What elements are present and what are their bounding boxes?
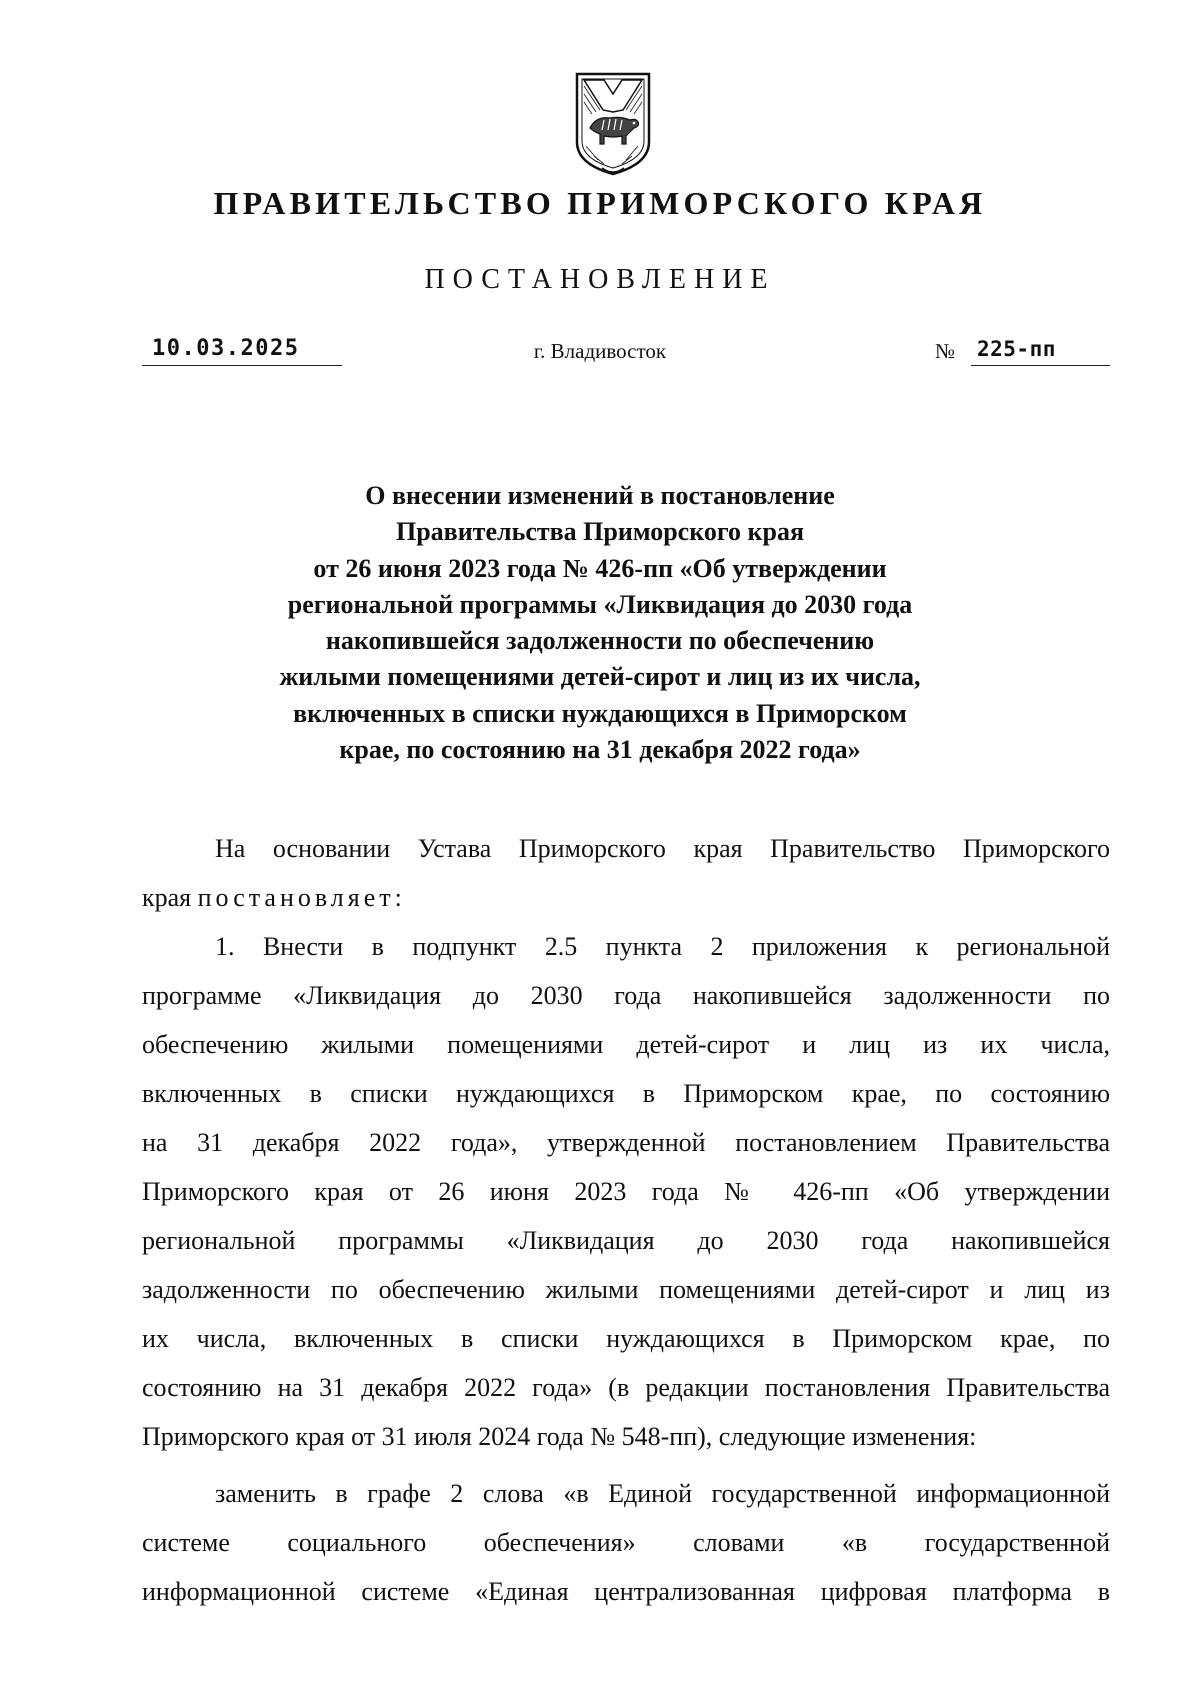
document-date: 10.03.2025 bbox=[152, 336, 300, 361]
document-heading bbox=[200, 478, 1000, 768]
body-line bbox=[142, 873, 1110, 922]
body-line: Приморского края от 26 июня 2023 года № 426-пп «Об утверждении bbox=[142, 1177, 1110, 1206]
document-type: ПОСТАНОВЛЕНИЕ bbox=[424, 264, 776, 295]
document-city: г. Владивосток bbox=[533, 339, 667, 363]
body-line: На основании Устава Приморского края Правительство Приморского bbox=[215, 834, 1110, 863]
body-line: обеспечению жилыми помещениями детей-сирот и лиц из их числа, bbox=[142, 1030, 1110, 1059]
heading-line: жилыми помещениями детей-сирот и лиц из их числа, bbox=[279, 662, 921, 692]
number-sign: № bbox=[935, 339, 956, 363]
heading-line: региональной программы «Ликвидация до 2030 года bbox=[287, 589, 913, 619]
body-line: системе социального обеспечения» словами «в государственной bbox=[142, 1528, 1110, 1557]
heading-line: Правительства Приморского края bbox=[395, 517, 805, 547]
preamble-spaced-verb: постановляет: bbox=[197, 883, 406, 912]
body-line: на 31 декабря 2022 года», утвержденной постановлением Правительства bbox=[142, 1128, 1110, 1157]
number-underline bbox=[971, 335, 1110, 366]
heading-line: накопившейся задолженности по обеспечению bbox=[325, 626, 875, 656]
body-line: информационной системе «Единая централизованная цифровая платформа в bbox=[142, 1577, 1110, 1606]
body-line: состоянию на 31 декабря 2022 года» (в редакции постановления Правительства bbox=[142, 1373, 1110, 1402]
heading-line: от 26 июня 2023 года № 426-пп «Об утверждении bbox=[313, 553, 887, 583]
body-line: региональной программы «Ликвидация до 2030 года накопившейся bbox=[142, 1226, 1110, 1255]
body-line: задолженности по обеспечению жилыми помещениями детей-сирот и лиц из bbox=[142, 1275, 1110, 1304]
document-number: 225-пп bbox=[977, 337, 1056, 361]
document-number-field bbox=[935, 335, 1110, 365]
heading-line: крае, по состоянию на 31 декабря 2022 года» bbox=[339, 735, 861, 765]
organization-title: ПРАВИТЕЛЬСТВО ПРИМОРСКОГО КРАЯ bbox=[213, 185, 987, 221]
document-body bbox=[142, 824, 1110, 1616]
body-line: включенных в списки нуждающихся в Приморском крае, по состоянию bbox=[142, 1079, 1110, 1108]
body-line: заменить в графе 2 слова «в Единой государственной информационной bbox=[215, 1479, 1110, 1508]
body-line: 1. Внести в подпункт 2.5 пункта 2 приложения к региональной bbox=[215, 932, 1110, 961]
coat-of-arms-icon bbox=[574, 72, 652, 176]
body-line: их числа, включенных в списки нуждающихся в Приморском крае, по bbox=[142, 1324, 1110, 1353]
preamble-prefix: края bbox=[142, 883, 192, 912]
heading-line: включенных в списки нуждающихся в Приморском bbox=[293, 698, 907, 728]
body-line: программе «Ликвидация до 2030 года накопившейся задолженности по bbox=[142, 981, 1110, 1010]
body-line: Приморского края от 31 июля 2024 года № 548-пп), следующие изменения: bbox=[142, 1422, 977, 1451]
heading-line: О внесении изменений в постановление bbox=[365, 481, 835, 510]
